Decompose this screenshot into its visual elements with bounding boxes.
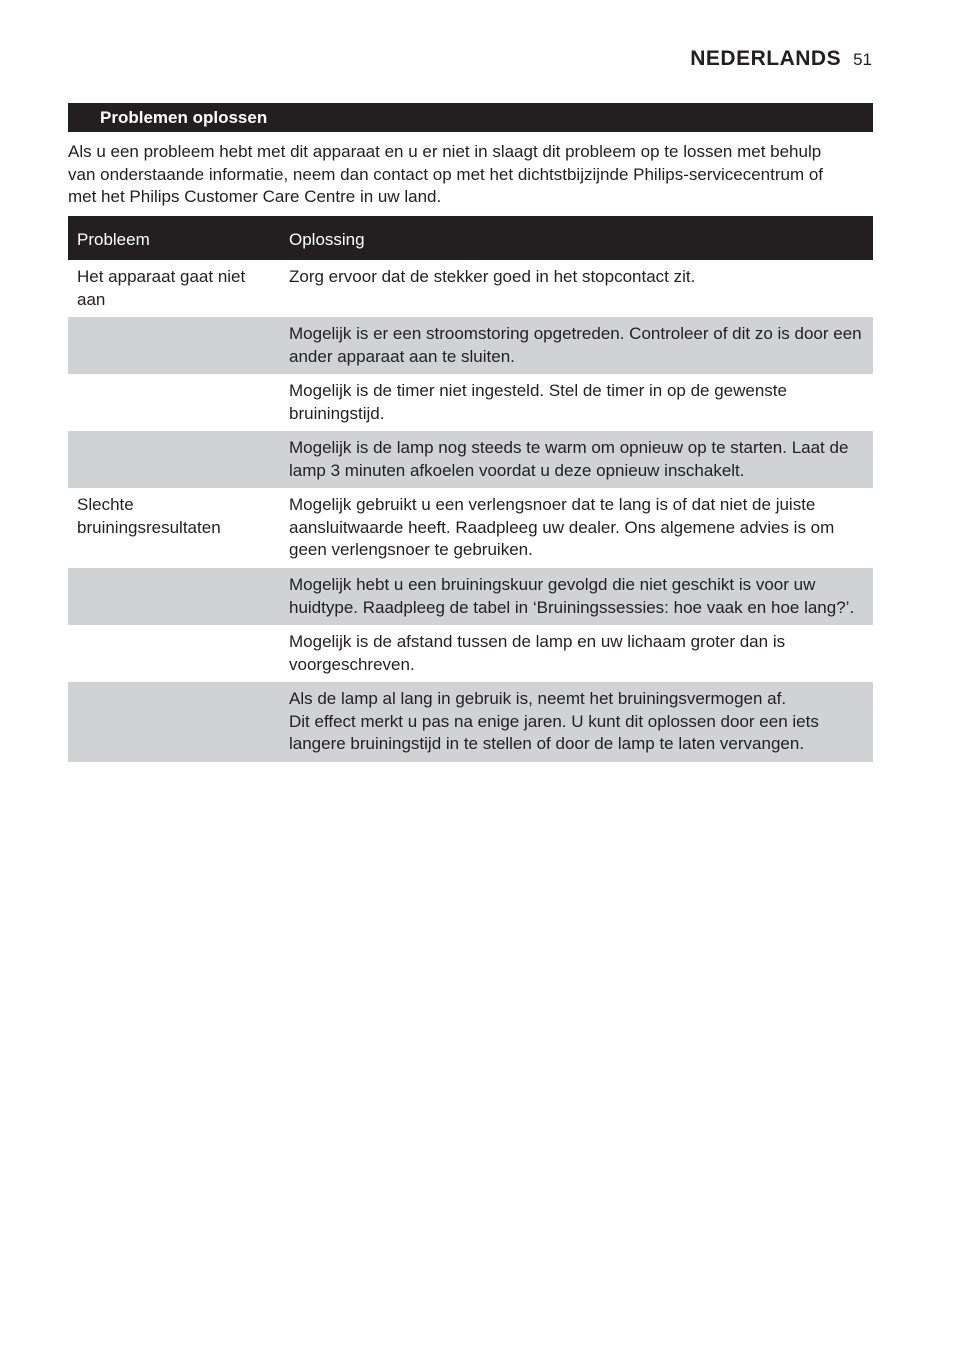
solution-cell: Mogelijk gebruikt u een verlengsnoer dat te lang is of dat niet de juiste aansluitwaarde heeft. Raadpleeg uw dealer. Ons algemene advies is om geen verlengsnoer te gebruiken. bbox=[289, 495, 835, 559]
solution-cell bbox=[280, 682, 873, 762]
problem-cell: Het apparaat gaat niet aan bbox=[77, 267, 246, 309]
table-row bbox=[68, 625, 873, 682]
problem-cell bbox=[68, 317, 280, 374]
intro-paragraph: Als u een probleem hebt met dit apparaat en u er niet in slaagt dit probleem op te lossen met behulp van onderstaande informatie, neem dan contact op met het dichtstbijzijnde Philips-servicecentrum of met het Philips Customer Care Centre in uw land. bbox=[68, 142, 824, 206]
solution-cell: Zorg ervoor dat de stekker goed in het stopcontact zit. bbox=[289, 267, 696, 286]
problem-cell bbox=[68, 431, 280, 488]
column-header-problem: Probleem bbox=[68, 216, 280, 260]
table-row bbox=[68, 431, 873, 488]
table-row bbox=[68, 488, 873, 568]
table-header-row bbox=[68, 216, 873, 260]
table-row bbox=[68, 317, 873, 374]
solution-cell: Mogelijk hebt u een bruiningskuur gevolgd die niet geschikt is voor uw huidtype. Raadpleeg de tabel in ‘Bruiningssessies: hoe vaak en hoe lang?’. bbox=[280, 568, 873, 625]
table-row bbox=[68, 260, 873, 317]
problem-cell bbox=[68, 374, 280, 431]
solution-cell: Mogelijk is de afstand tussen de lamp en uw lichaam groter dan is voorgeschreven. bbox=[289, 632, 786, 674]
solution-line-extra: Dit effect merkt u pas na enige jaren. U kunt dit oplossen door een iets langere bruiningstijd in te stellen of door de lamp te laten vervangen. bbox=[289, 711, 819, 753]
language-label: NEDERLANDS bbox=[690, 47, 842, 70]
table-row bbox=[68, 568, 873, 625]
table-row bbox=[68, 374, 873, 431]
problem-cell bbox=[68, 682, 280, 762]
solution-cell: Mogelijk is de timer niet ingesteld. Stel de timer in op de gewenste bruiningstijd. bbox=[289, 381, 787, 423]
section-title: Problemen oplossen bbox=[68, 103, 873, 132]
problem-cell bbox=[68, 625, 280, 682]
solution-line: Als de lamp al lang in gebruik is, neemt het bruiningsvermogen af. bbox=[289, 689, 787, 708]
troubleshooting-table bbox=[68, 216, 873, 762]
problem-cell: Slechte bruiningsresultaten bbox=[77, 495, 221, 537]
table-row bbox=[68, 682, 873, 762]
problem-cell bbox=[68, 568, 280, 625]
solution-cell: Mogelijk is de lamp nog steeds te warm om opnieuw op te starten. Laat de lamp 3 minuten afkoelen voordat u deze opnieuw inschakelt. bbox=[280, 431, 873, 488]
page-number: 51 bbox=[853, 50, 872, 69]
page-header bbox=[690, 47, 872, 71]
solution-cell: Mogelijk is er een stroomstoring opgetreden. Controleer of dit zo is door een ander apparaat aan te sluiten. bbox=[280, 317, 873, 374]
column-header-solution: Oplossing bbox=[280, 216, 873, 260]
